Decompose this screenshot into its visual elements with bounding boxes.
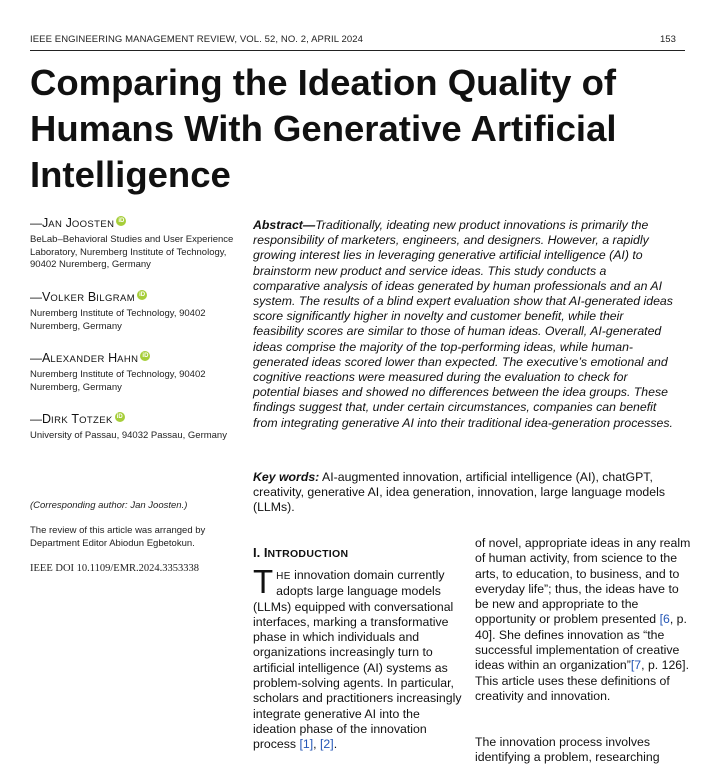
author-affiliation: Nuremberg Institute of Technology, 90402 Nuremberg, Germany: [30, 308, 206, 332]
abstract: [253, 218, 673, 431]
author-affiliation: Nuremberg Institute of Technology, 90402 Nuremberg, Germany: [30, 369, 206, 393]
intro-paragraph: THE innovation domain currently adopts large language models (LLMs) equipped with conversational interfaces, marking a transformative phase in which individuals and organizations increasingly turn to artificial intelligence (AI) systems as problem-solving agents. In particular, scholars and practitioners increasingly integrate generative AI into the ideation phase of the innovation process [1], [2].: [253, 563, 462, 752]
drop-cap: T: [253, 563, 274, 600]
orcid-icon[interactable]: iD: [116, 414, 123, 420]
orcid-icon[interactable]: iD: [142, 353, 149, 359]
author-3: —ALEXANDER HAHN iD Nuremberg Institute of Technology, 90402 Nuremberg, Germany: [30, 351, 240, 394]
author-2: —VOLKER BILGRAM iD Nuremberg Institute of Technology, 90402 Nuremberg, Germany: [30, 290, 240, 333]
abstract-text: Traditionally, ideating new product innovations is primarily the responsibility of marketers, engineers, and designers. However, a rapidly growing interest lies in leveraging generative artificial intelligence (AI) to brainstorm new product and service ideas. This study conducts a comparative analysis of ideas generated by human professionals and an AI system. The results of a blind expert evaluation show that AI-generated ideas score significantly higher in novelty and customer benefit, while their feasibility scores are similar to those of human ideas. Overall, AI-generated ideas comprise the majority of the top-performing ideas, while human-generated ideas scored lower than expected. The executive’s emotional and cognitive reactions were measured during the evaluation to check for potential biases and showed no differences between the idea groups. These findings suggest that, under certain circumstances, companies can benefit from integrating generative AI into their traditional idea-generation processes.: [253, 218, 673, 430]
column2-paragraph-2: The innovation process involves identifying a problem, researching: [475, 735, 660, 765]
author-1: —JAN JOOSTEN iD BeLab–Behavioral Studies and User Experience Laboratory, Nuremberg Institute of Technology, 90402 Nuremberg, Germany: [30, 216, 240, 272]
orcid-icon[interactable]: iD: [139, 292, 146, 298]
review-note: The review of this article was arranged by Department Editor Abiodun Egbetokun.: [30, 525, 206, 549]
author-first-initial: J: [42, 216, 49, 230]
column2-paragraph: of novel, appropriate ideas in any realm of human activity, from science to the arts, to education, to business, and to everyday life”; thus, the ideas have to be new and appropriate to the opportunity or problem presented [6, p. 40]. She defines innovation as “the successful implementation of creative ideas within an organization”[7, p. 126]. This article uses these definitions of creativity and innovation.: [475, 536, 691, 703]
corresponding-author: (Corresponding author: Jan Joosten.): [30, 500, 188, 511]
keywords-text: AI-augmented innovation, artificial intelligence (AI), chatGPT, creativity, generative AI, idea generation, innovation, large language models (LLMs).: [253, 470, 665, 515]
author-4: —DIRK TOTZEK iD University of Passau, 94032 Passau, Germany: [30, 412, 240, 443]
keywords: [253, 470, 683, 516]
orcid-icon[interactable]: iD: [118, 218, 125, 224]
doi: IEEE DOI 10.1109/EMR.2024.3353338: [30, 563, 200, 574]
citation-link[interactable]: [1]: [299, 737, 314, 752]
header-rule: [30, 50, 685, 51]
citation-link[interactable]: [6: [659, 612, 670, 627]
article-title: Comparing the Ideation Quality of Humans With Generative Artificial Intelligence: [30, 62, 617, 195]
citation-link[interactable]: [2]: [320, 737, 334, 752]
section-heading: I. INTRODUCTION: [253, 545, 349, 560]
citation-link[interactable]: [7: [630, 658, 642, 673]
author-affiliation: BeLab–Behavioral Studies and User Experience Laboratory, Nuremberg Institute of Technology, 90402 Nuremberg, Germany: [30, 234, 234, 270]
page-number: 153: [660, 34, 676, 45]
author-first-rest: AN: [48, 219, 63, 230]
keywords-label: Key words:: [253, 470, 320, 484]
author-affiliation: University of Passau, 94032 Passau, Germany: [30, 430, 227, 441]
abstract-label: Abstract—: [253, 218, 316, 232]
journal-header: IEEE ENGINEERING MANAGEMENT REVIEW, VOL. 52, NO. 2, APRIL 2024: [30, 34, 363, 45]
